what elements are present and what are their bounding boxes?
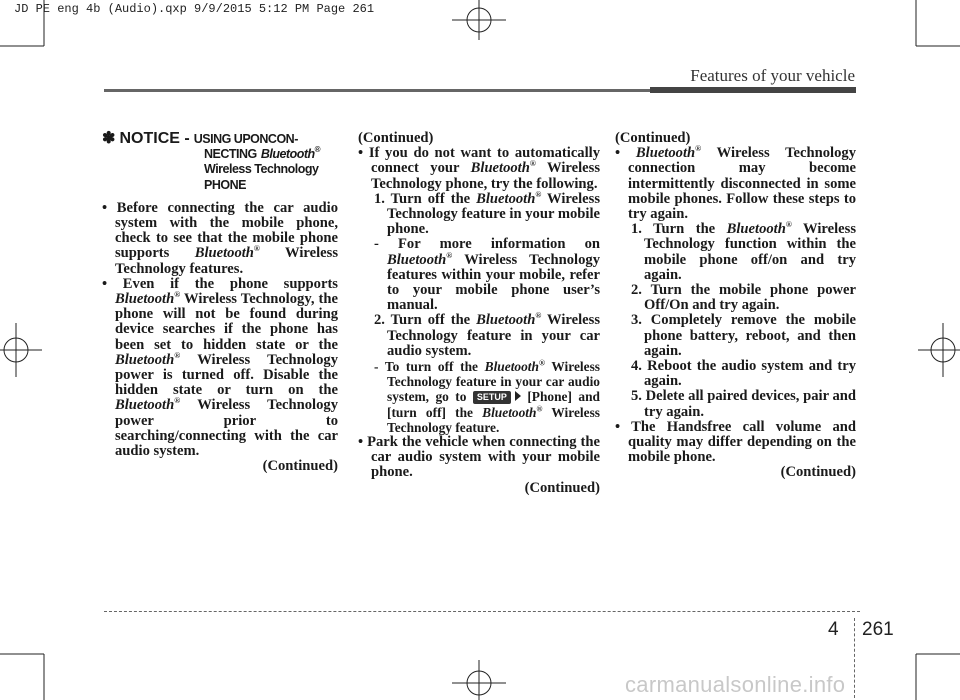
setup-key: SETUP <box>473 391 511 404</box>
col3-bullet-1: • Bluetooth® Wireless Technology connection may become intermittently disconnected in some mobile phones. Follow these steps to try again. <box>615 144 856 223</box>
notice-mark: ✽ <box>102 130 116 147</box>
watermark: carmanualsonline.info <box>625 672 846 697</box>
col3-step-2: 2. Turn the mobile phone power Off/On and try again. <box>631 282 856 314</box>
notice-line-2: NECTING <box>204 147 257 162</box>
col3-bullet-2: • The Handsfree call volume and quality may differ depending on the mobile phone. <box>615 418 857 466</box>
col2-step-2: 2. Turn off the Bluetooth® Wireless Technology feature in your car audio system. <box>374 311 601 359</box>
notice-line-3: Wireless Technology <box>204 162 319 177</box>
notice-line-4: PHONE <box>204 177 246 192</box>
notice-reg: ® <box>314 145 321 155</box>
col3-step-4: 4. Reboot the audio system and try again. <box>631 358 856 390</box>
notice-line-1: USING UPONCON- <box>193 132 298 146</box>
col2-bullet-2: • Park the vehicle when connecting the car audio system with your mobile phone. <box>358 434 600 481</box>
arrow-right-icon <box>515 391 521 401</box>
footer-rule <box>104 611 860 612</box>
col3-step-1: 1. Turn the Bluetooth® Wireless Technology function within the mobile phone off/on and try again. <box>631 220 856 283</box>
notice-heading <box>102 131 338 193</box>
printer-slug: JD PE eng 4b (Audio).qxp 9/9/2015 5:12 PM Page 261 <box>14 2 375 16</box>
col3-continued: (Continued) <box>780 464 856 481</box>
column-1 <box>102 131 338 474</box>
notice-lead: NOTICE - <box>119 130 190 147</box>
section-title: Features of your vehicle <box>690 66 855 85</box>
col2-bullet-1: • If you do not want to automatically connect your Bluetooth® Wireless Technology phone, try the following. <box>358 145 600 192</box>
col2-continued: (Continued) <box>524 479 600 496</box>
col3-step-5: 5. Delete all paired devices, pair and try again. <box>631 388 856 420</box>
col2-step-1: 1. Turn off the Bluetooth® Wireless Technology feature in your mobile phone. <box>374 189 601 238</box>
col2-step-2-note: - To turn off the Bluetooth® Wireless Technology feature in your car audio system, go to SETUP [Phone] and [turn off] the Bluetooth® Wireless Technology feature. <box>374 358 600 435</box>
col1-continued: (Continued) <box>262 458 338 475</box>
col1-bullet-1: • Before connecting the car audio system with the mobile phone, check to see that the mobile phone supports Bluetooth® Wireless Technology features. <box>102 199 339 277</box>
col2-continued-head: (Continued) <box>358 130 434 146</box>
col2-step-1-note: - For more information on Bluetooth® Wireless Technology features within your mobile, refer to your mobile phone user’s manual. <box>374 236 600 314</box>
header-rule-accent <box>650 87 856 93</box>
col3-continued-head: (Continued) <box>615 130 691 146</box>
col3-step-3: 3. Completely remove the mobile phone battery, reboot, and then again. <box>631 312 856 359</box>
page-number-divider <box>854 618 855 698</box>
column-2 <box>358 131 600 496</box>
col1-bullet-2: • Even if the phone supports Bluetooth® Wireless Technology, the phone will not be found during device searches if the phone has been set to hidden state or the Bluetooth® Wireless Technology power is turned off. Disable the hidden state or turn on the Bluetooth® Wireless Technology power prior to searching/connecting with the car audio system. <box>102 275 338 460</box>
column-3 <box>615 131 856 481</box>
notice-line-2-italic: Bluetooth <box>260 147 315 162</box>
page-number: 261 <box>862 619 894 640</box>
chapter-number: 4 <box>828 619 839 640</box>
